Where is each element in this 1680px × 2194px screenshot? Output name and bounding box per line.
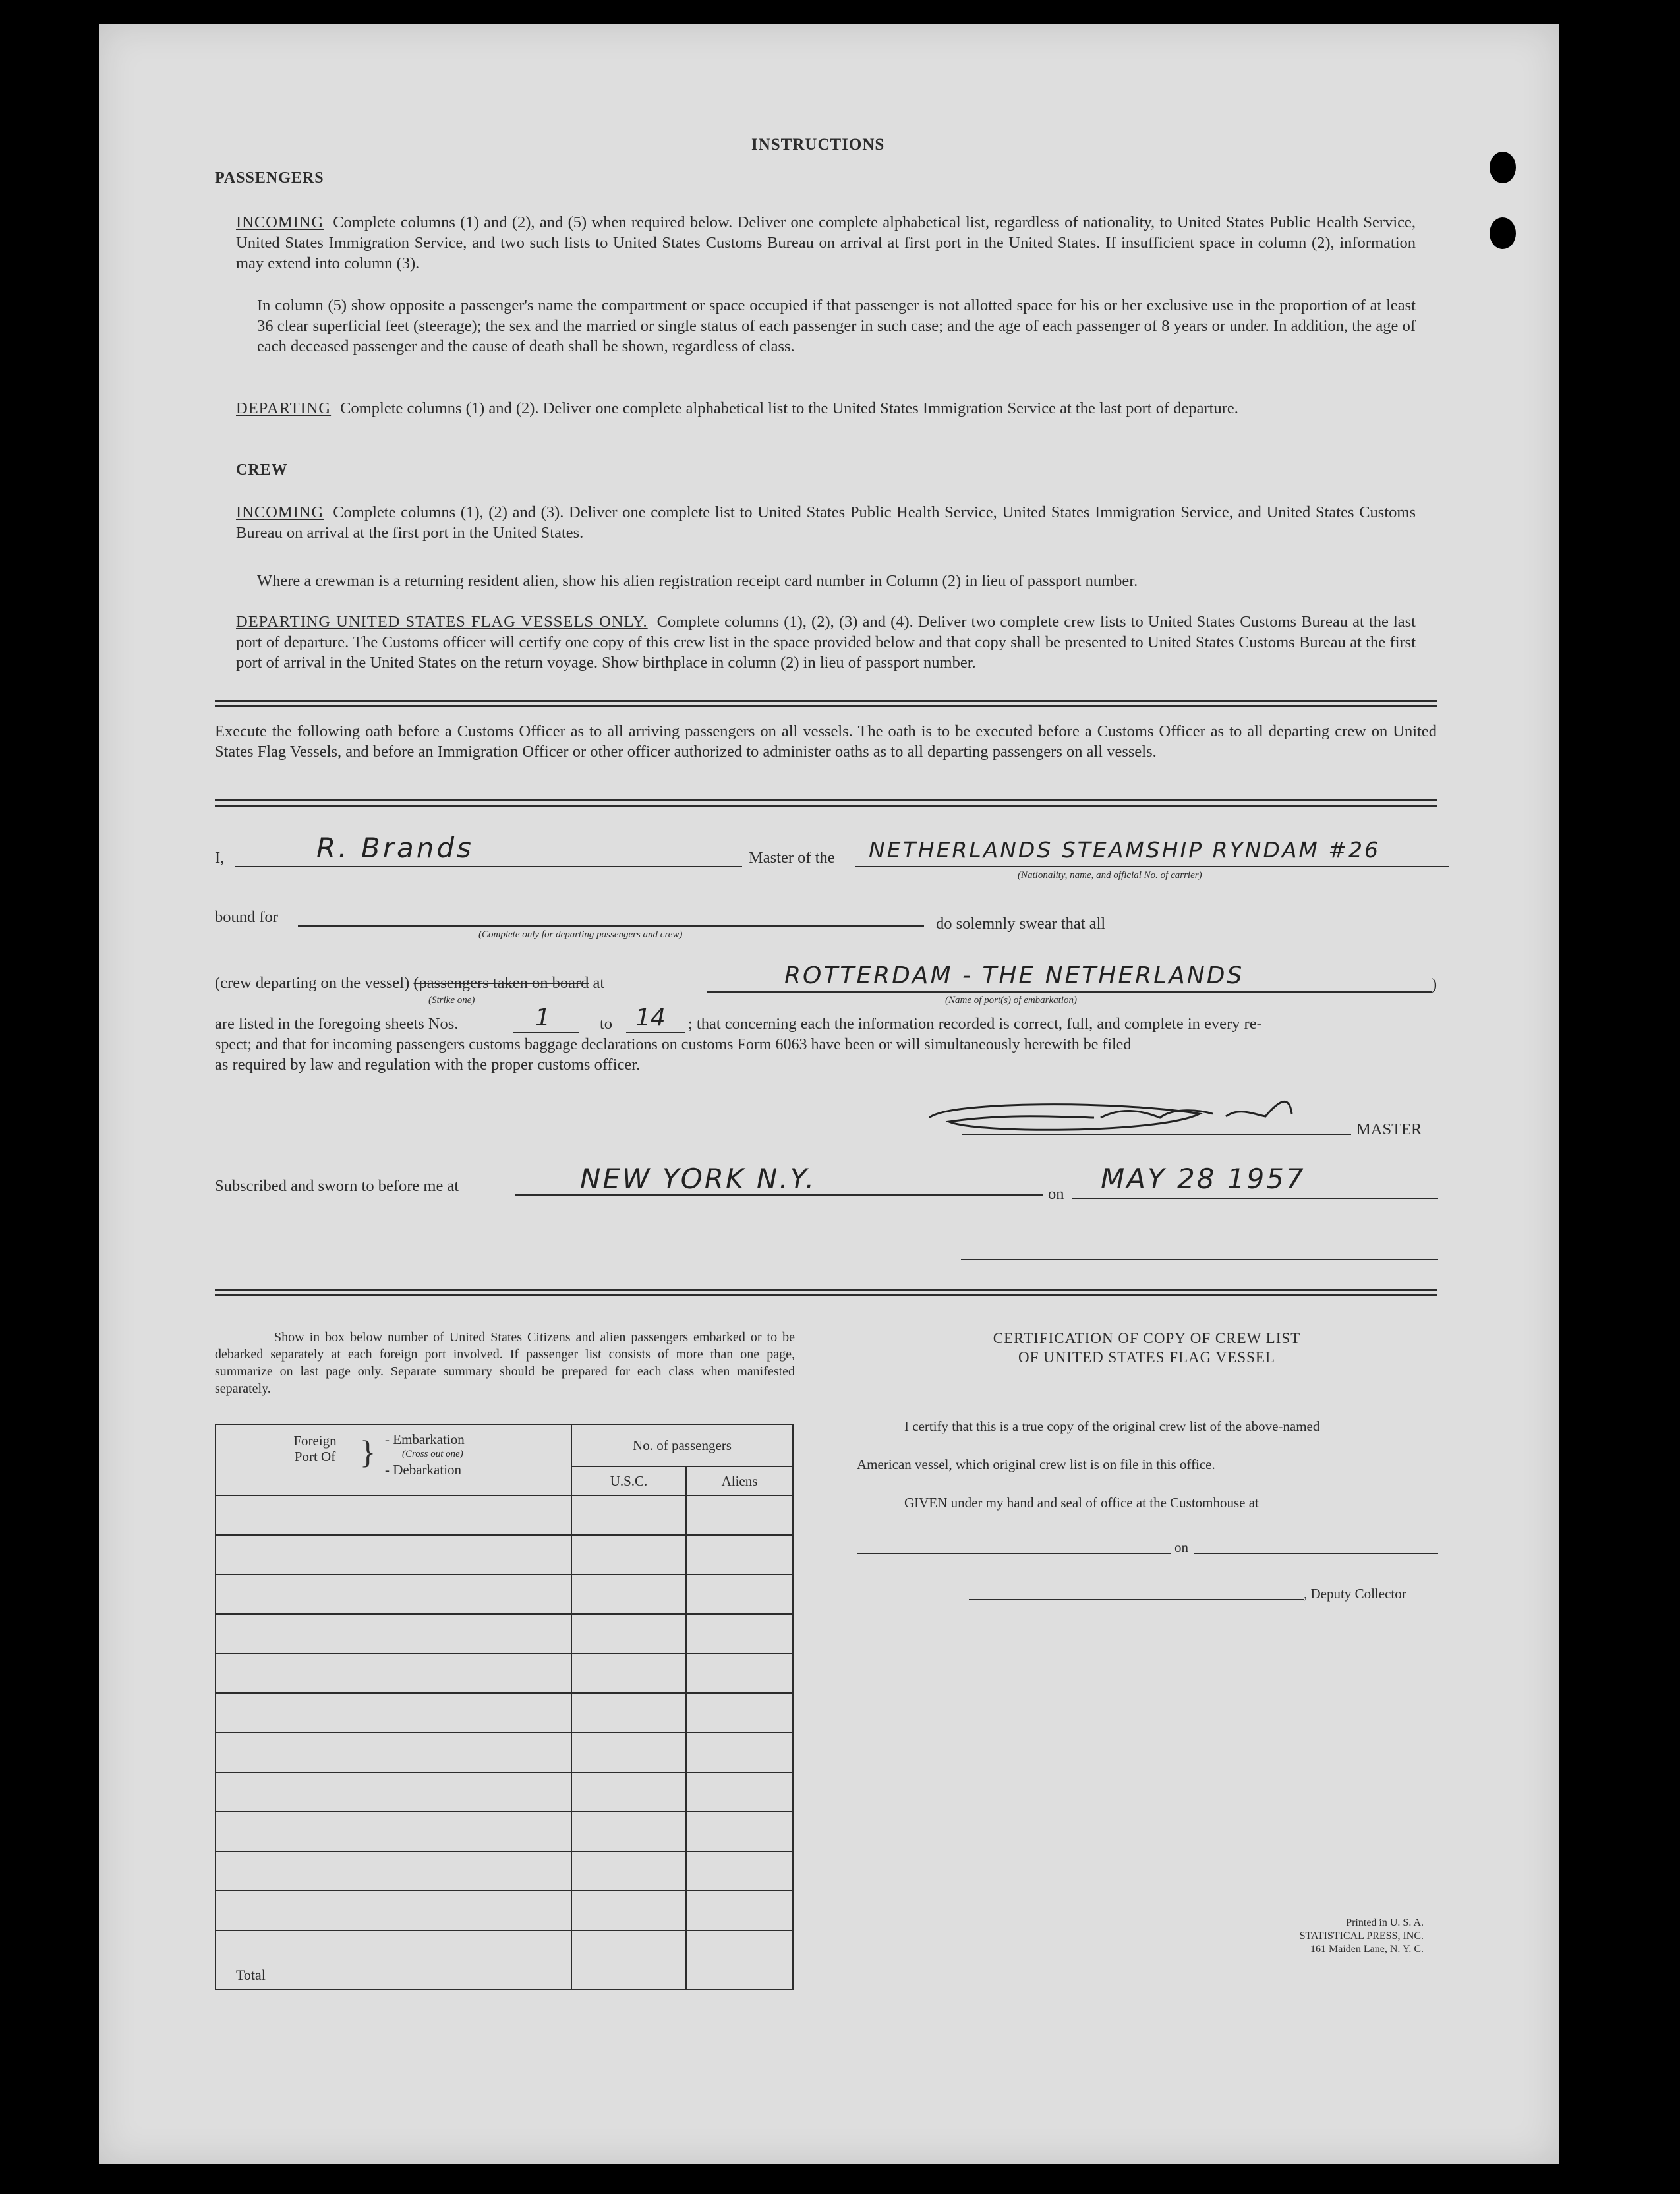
total-aliens-cell[interactable] <box>686 1930 793 1990</box>
passengers-taken-struck: (passengers taken on board <box>413 974 589 992</box>
summary-cell-usc[interactable] <box>571 1772 686 1812</box>
total-usc-cell[interactable] <box>571 1930 686 1990</box>
printer-line3: 161 Maiden Lane, N. Y. C. <box>1310 1944 1424 1955</box>
sworn-date: MAY 28 1957 <box>1101 1163 1306 1195</box>
summary-cell-aliens[interactable] <box>686 1693 793 1733</box>
departing-label: DEPARTING <box>236 399 332 417</box>
certification-title-line2: OF UNITED STATES FLAG VESSEL <box>1018 1349 1275 1366</box>
printer-imprint <box>1226 1917 1424 1956</box>
sheets-text-1: ; that concerning each the information recorded is correct, full, and complete in every re- <box>688 1015 1262 1033</box>
summary-table <box>215 1424 794 1990</box>
incoming-text: Complete columns (1) and (2), and (5) when required below. Deliver one complete alphabetical list, regardless of nationality, to United States Public Health Service, United States Immigration Service, and two such lists to United States Customs Bureau on arrival at first port in the United States. If insufficient space in column (2), information may extend into column (3). <box>236 214 1416 272</box>
summary-cell-usc[interactable] <box>571 1535 686 1574</box>
aliens-header: Aliens <box>686 1466 793 1495</box>
summary-cell-port[interactable] <box>216 1812 571 1851</box>
summary-cell-port[interactable] <box>216 1535 571 1574</box>
crew-heading: CREW <box>236 461 288 478</box>
sheet-from: 1 <box>535 1004 550 1031</box>
certification-text-3: GIVEN under my hand and seal of office at the Customhouse at <box>904 1495 1259 1511</box>
total-label: Total <box>216 1930 571 1990</box>
divider <box>215 705 1437 707</box>
table-row <box>216 1535 793 1574</box>
punch-hole <box>1490 152 1516 183</box>
bound-for-line <box>298 925 924 927</box>
vessel-line <box>855 866 1449 867</box>
passengers-column5: In column (5) show opposite a passenger's name the compartment or space occupied if that passenger is not allotted space for his or her exclusive use in the proportion of at least 36 clear superficial feet (steerage); the sex and the married or single status of each passenger in such case; and the age of each passenger of 8 years or under. In addition, the age of each deceased passenger and the cause of death shall be shown, regardless of class. <box>257 297 1416 355</box>
bracket: } <box>360 1433 376 1470</box>
customhouse-line <box>857 1553 1171 1554</box>
strike-caption: (Strike one) <box>428 995 475 1006</box>
sworn-date-line <box>1072 1198 1438 1199</box>
sheet-from-line <box>513 1032 579 1033</box>
summary-cell-usc[interactable] <box>571 1733 686 1772</box>
certification-title-line1: CERTIFICATION OF COPY OF CREW LIST <box>993 1330 1301 1346</box>
summary-cell-port[interactable] <box>216 1891 571 1930</box>
usc-header: U.S.C. <box>571 1466 686 1495</box>
divider <box>215 700 1437 702</box>
divider <box>215 805 1437 807</box>
summary-cell-usc[interactable] <box>571 1891 686 1930</box>
summary-cell-usc[interactable] <box>571 1812 686 1851</box>
table-row <box>216 1891 793 1930</box>
divider <box>215 1289 1437 1291</box>
deputy-line <box>969 1599 1304 1600</box>
port-caption: (Name of port(s) of embarkation) <box>945 995 1077 1006</box>
summary-cell-aliens[interactable] <box>686 1812 793 1851</box>
instructions-title: INSTRUCTIONS <box>751 136 885 154</box>
master-name: R. Brands <box>316 832 474 864</box>
no-passengers-header: No. of passengers <box>571 1424 793 1466</box>
summary-cell-usc[interactable] <box>571 1693 686 1733</box>
summary-cell-port[interactable] <box>216 1693 571 1733</box>
signature-line <box>962 1134 1351 1135</box>
summary-cell-usc[interactable] <box>571 1495 686 1535</box>
summary-cell-port[interactable] <box>216 1851 571 1891</box>
summary-cell-usc[interactable] <box>571 1574 686 1614</box>
summary-cell-usc[interactable] <box>571 1614 686 1654</box>
close-paren: ) <box>1432 975 1437 993</box>
subscribed-label: Subscribed and sworn to before me at <box>215 1177 459 1195</box>
deputy-collector-label: , Deputy Collector <box>1304 1586 1406 1602</box>
crew-resident: Where a crewman is a returning resident alien, show his alien registration receipt card number in Column (2) in lieu of passport number. <box>257 572 1138 590</box>
sheet-to: 14 <box>635 1004 666 1031</box>
printer-line1: Printed in U. S. A. <box>1346 1917 1424 1928</box>
crew-departing-label: DEPARTING UNITED STATES FLAG VESSELS ONLY. <box>236 613 648 631</box>
summary-cell-aliens[interactable] <box>686 1495 793 1535</box>
certification-text-2: American vessel, which original crew list is on file in this office. <box>857 1457 1215 1472</box>
officer-line <box>961 1259 1438 1260</box>
cert-on-label: on <box>1174 1540 1188 1555</box>
passengers-incoming <box>236 212 1416 274</box>
table-row <box>216 1574 793 1614</box>
summary-cell-port[interactable] <box>216 1733 571 1772</box>
table-row <box>216 1733 793 1772</box>
swear-text: do solemnly swear that all <box>936 915 1106 933</box>
table-row <box>216 1772 793 1812</box>
crew-incoming <box>236 502 1416 543</box>
summary-cell-aliens[interactable] <box>686 1535 793 1574</box>
port-line <box>707 991 1432 993</box>
at-label: at <box>593 974 605 992</box>
port-header-cell <box>216 1424 571 1495</box>
debarkation-label: - Debarkation <box>385 1462 462 1478</box>
incoming-label: INCOMING <box>236 214 324 231</box>
table-row <box>216 1851 793 1891</box>
divider <box>215 1294 1437 1296</box>
crew-incoming-label: INCOMING <box>236 504 324 521</box>
summary-cell-aliens[interactable] <box>686 1772 793 1812</box>
passengers-heading: PASSENGERS <box>215 169 324 187</box>
summary-cell-aliens[interactable] <box>686 1574 793 1614</box>
printer-line2: STATISTICAL PRESS, INC. <box>1299 1930 1424 1942</box>
departing-text: Complete columns (1) and (2). Deliver one complete alphabetical list to the United States Immigration Service at the last port of departure. <box>340 399 1238 417</box>
table-row <box>216 1693 793 1733</box>
on-label: on <box>1048 1185 1064 1203</box>
summary-cell-port[interactable] <box>216 1772 571 1812</box>
vessel-name: NETHERLANDS STEAMSHIP RYNDAM #26 <box>869 837 1381 863</box>
foreign-port-label: Foreign Port Of <box>293 1433 337 1464</box>
bound-for-caption: (Complete only for departing passengers and crew) <box>478 929 683 940</box>
summary-cell-usc[interactable] <box>571 1654 686 1693</box>
crew-departing-option <box>215 973 604 993</box>
crew-departing <box>236 612 1416 673</box>
summary-note: Show in box below number of United States Citizens and alien passengers embarked or to be debarked separately at each foreign port involved. If passenger list consists of more than one page, summarize on last page only. Separate summary should be prepared for each class when manifested separately. <box>215 1330 795 1396</box>
sheets-prefix: are listed in the foregoing sheets Nos. <box>215 1015 459 1033</box>
summary-cell-port[interactable] <box>216 1614 571 1654</box>
summary-cell-aliens[interactable] <box>686 1733 793 1772</box>
summary-cell-port[interactable] <box>216 1654 571 1693</box>
master-label: MASTER <box>1356 1120 1422 1138</box>
master-of-label: Master of the <box>749 849 835 867</box>
summary-cell-aliens[interactable] <box>686 1614 793 1654</box>
summary-cell-aliens[interactable] <box>686 1851 793 1891</box>
certification-title <box>857 1329 1437 1367</box>
table-row <box>216 1812 793 1851</box>
embarkation-port: ROTTERDAM - THE NETHERLANDS <box>784 962 1244 989</box>
summary-cell-aliens[interactable] <box>686 1654 793 1693</box>
table-row <box>216 1654 793 1693</box>
summary-cell-usc[interactable] <box>571 1851 686 1891</box>
crew-incoming-text: Complete columns (1), (2) and (3). Deliver one complete list to United States Public Health Service, United States Immigration Service, and United States Customs Bureau on arrival at the first port in the United States. <box>236 504 1416 542</box>
summary-cell-port[interactable] <box>216 1495 571 1535</box>
table-row <box>216 1614 793 1654</box>
summary-cell-port[interactable] <box>216 1574 571 1614</box>
cross-out-label: (Cross out one) <box>402 1449 463 1459</box>
embarkation-label: - Embarkation <box>385 1431 465 1447</box>
cert-date-line <box>1194 1553 1438 1554</box>
divider <box>215 799 1437 801</box>
sheets-text-3: as required by law and regulation with the proper customs officer. <box>215 1056 641 1074</box>
sheet-to-line <box>626 1032 685 1033</box>
vessel-caption: (Nationality, name, and official No. of carrier) <box>1018 870 1202 880</box>
sworn-place: NEW YORK N.Y. <box>580 1163 817 1195</box>
master-name-line <box>235 866 742 867</box>
punch-hole <box>1490 217 1516 249</box>
sheets-text-2: spect; and that for incoming passengers customs baggage declarations on customs Form 6063 have been or will simultaneously herewith be filed <box>215 1036 1132 1053</box>
crew-departing-text: Complete columns (1), (2), (3) and (4). Deliver two complete crew lists to United States Customs Bureau at the last port of departure. The Customs officer will certify one copy of this crew list in the space provided below and that copy shall be presented to United States Customs Bureau at the first port of arrival in the United States on the return voyage. Show birthplace in column (2) in lieu of passport number. <box>236 613 1416 672</box>
table-row <box>216 1495 793 1535</box>
i-label: I, <box>215 849 225 867</box>
oath-intro: Execute the following oath before a Customs Officer as to all arriving passengers on all vessels. The oath is to be executed before a Customs Officer as to all departing crew on United States Flag Vessels, and before an Immigration Officer or other officer authorized to administer oaths as to all departing passengers on all vessels. <box>215 722 1437 761</box>
bound-for-label: bound for <box>215 908 278 926</box>
crew-departing-text: (crew departing on the vessel) <box>215 974 410 992</box>
summary-cell-aliens[interactable] <box>686 1891 793 1930</box>
certification-text-1: I certify that this is a true copy of the original crew list of the above-named <box>904 1418 1320 1434</box>
to-label: to <box>600 1015 613 1033</box>
passengers-departing <box>236 398 1416 419</box>
